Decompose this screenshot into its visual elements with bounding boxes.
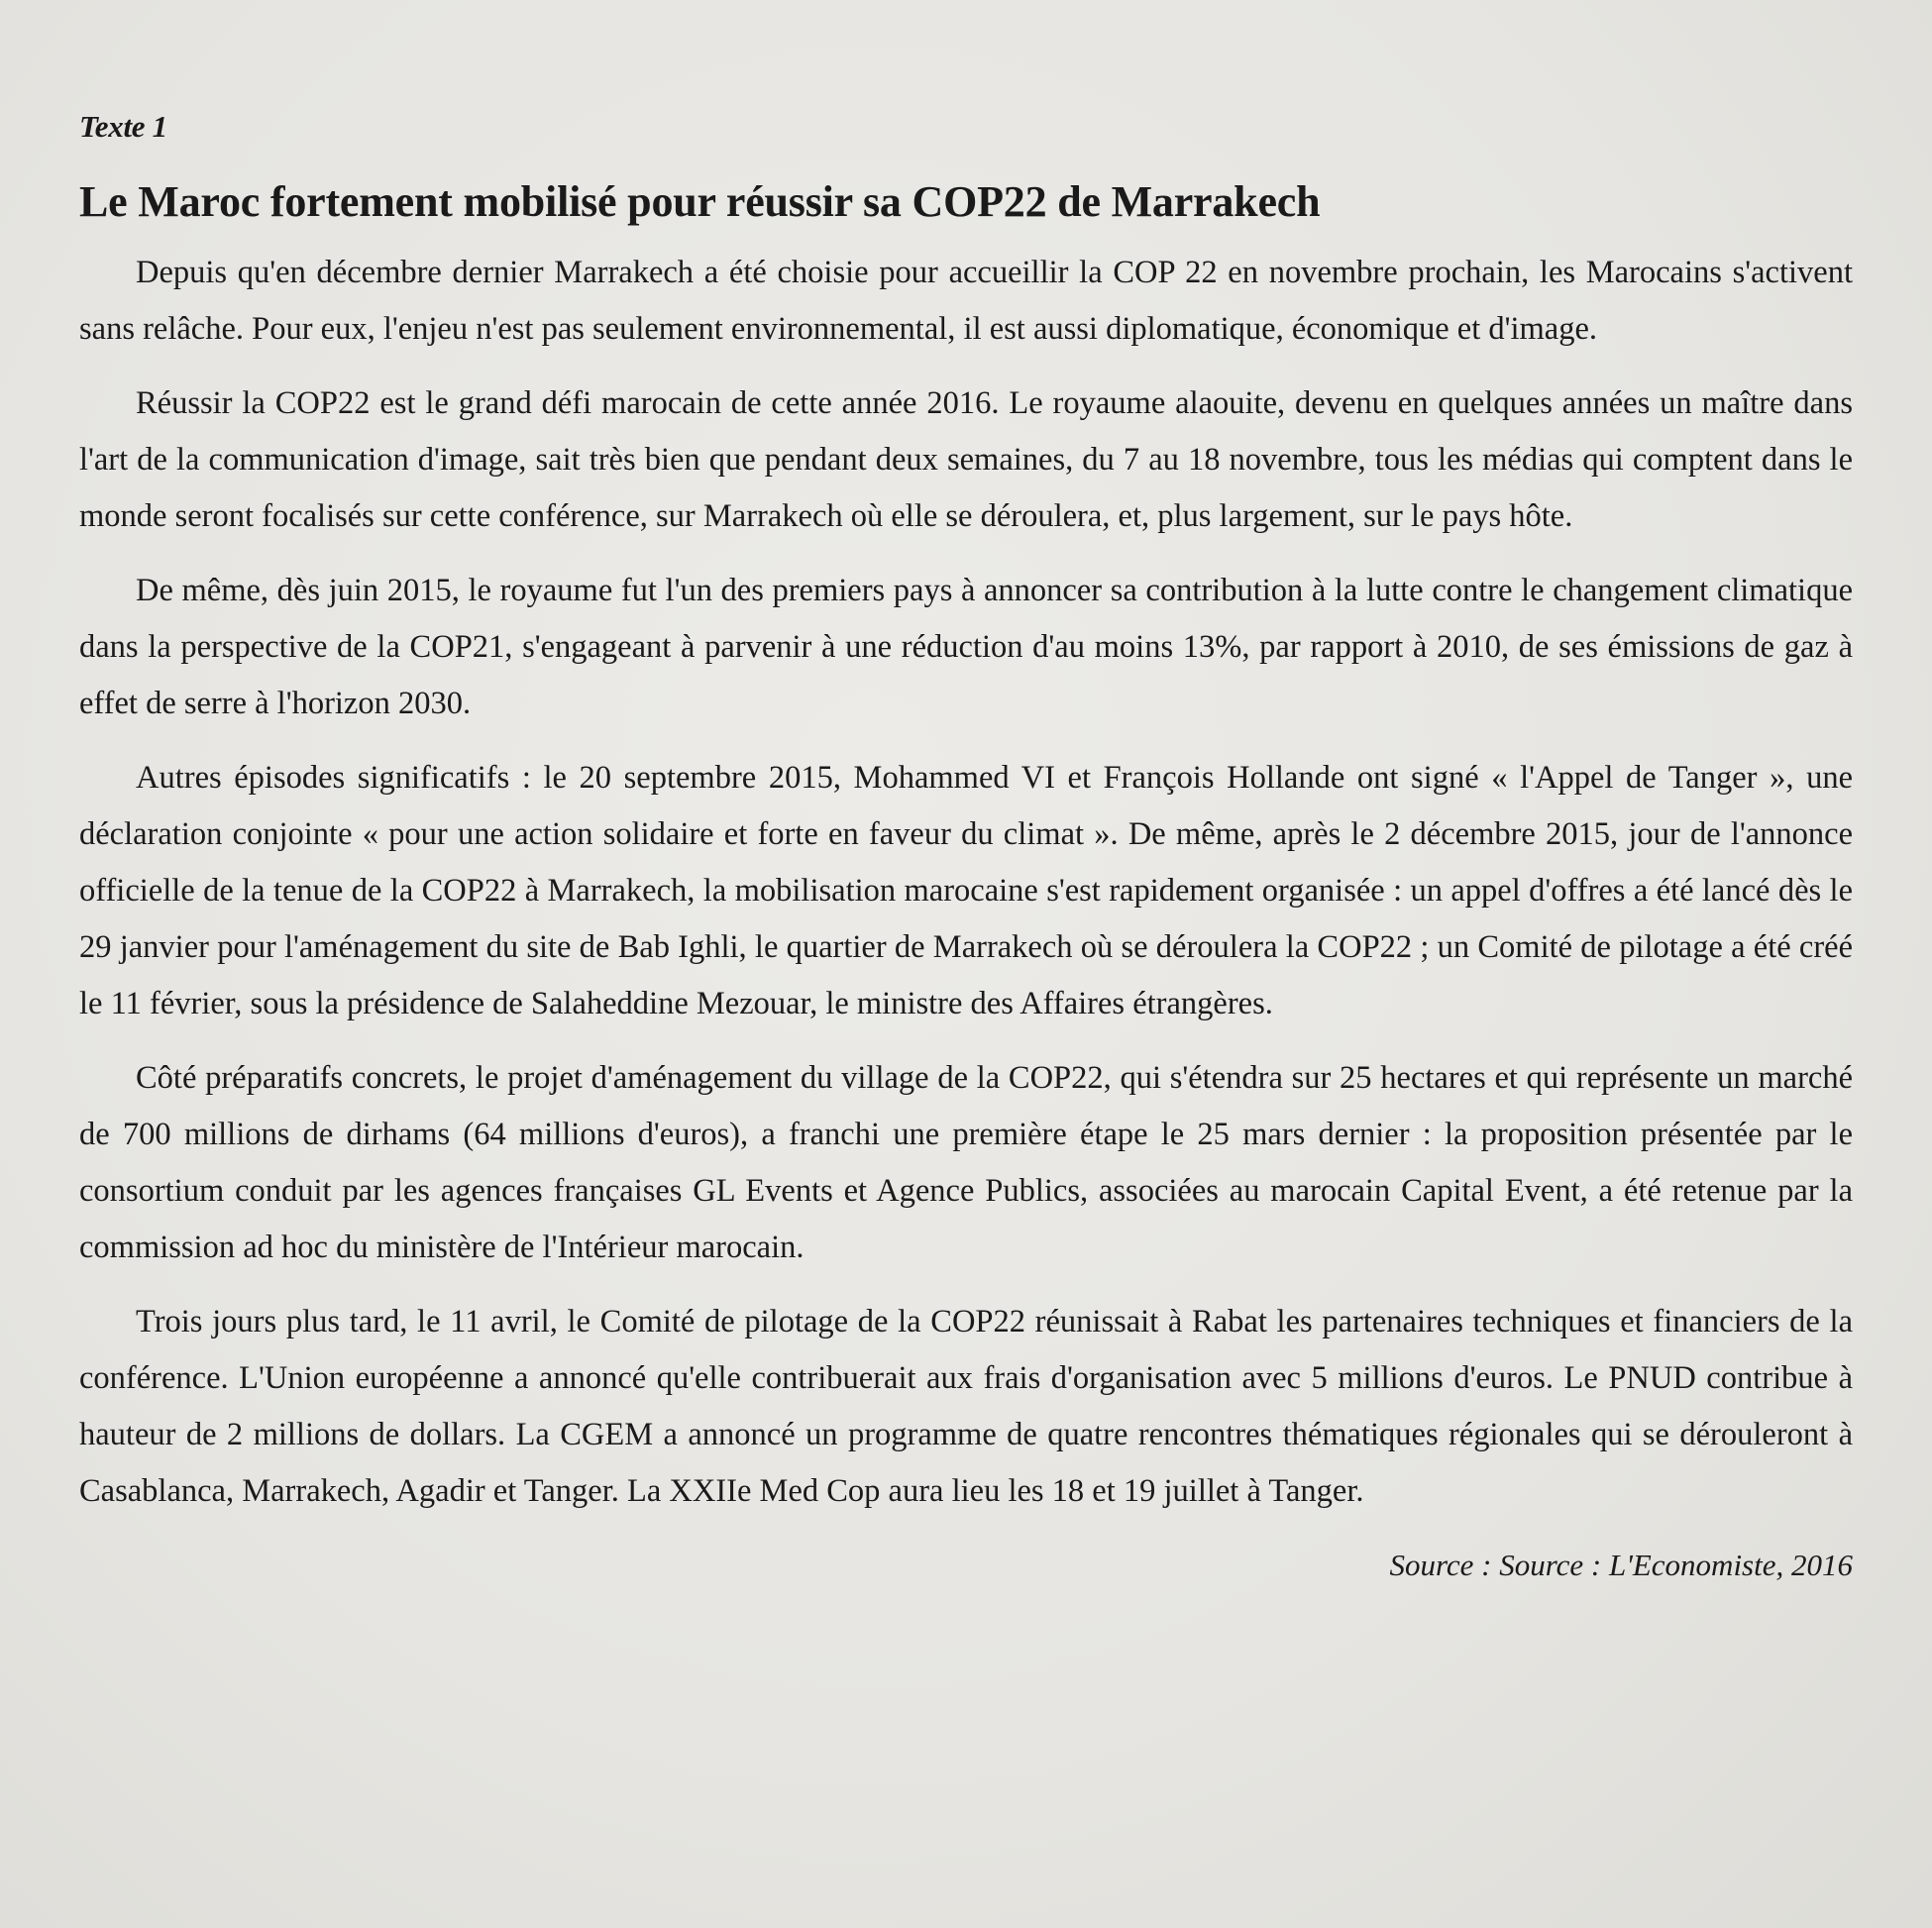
paragraph-1: Depuis qu'en décembre dernier Marrakech a été choisie pour accueillir la COP 22 en novembre prochain, les Marocains s'activent sans relâche. Pour eux, l'enjeu n'est pas seulement environnemental, il est aussi diplomatique, économique et d'image. (79, 255, 1853, 347)
paragraph-6: Trois jours plus tard, le 11 avril, le Comité de pilotage de la COP22 réunissait à Rabat les partenaires techniques et financiers de la conférence. L'Union européenne a annoncé qu'elle contribuerait aux frais d'organisation avec 5 millions d'euros. Le PNUD contribue à hauteur de 2 millions de dollars. La CGEM a annoncé un programme de quatre rencontres thématiques régionales qui se dérouleront à Casablanca, Marrakech, Agadir et Tanger. La XXIIe Med Cop aura lieu les 18 et 19 juillet à Tanger. (79, 1304, 1853, 1509)
paragraph-4: Autres épisodes significatifs : le 20 septembre 2015, Mohammed VI et François Hollande ont signé « l'Appel de Tanger », une déclaration conjointe « pour une action solidaire et forte en faveur du climat ». De même, après le 2 décembre 2015, jour de l'annonce officielle de la tenue de la COP22 à Marrakech, la mobilisation marocaine s'est rapidement organisée : un appel d'offres a été lancé dès le 29 janvier pour l'aménagement du site de Bab Ighli, le quartier de Marrakech où se déroulera la COP22 ; un Comité de pilotage a été créé le 11 février, sous la présidence de Salaheddine Mezouar, le ministre des Affaires étrangères. (79, 760, 1853, 1021)
paragraph-2: Réussir la COP22 est le grand défi marocain de cette année 2016. Le royaume alaouite, devenu en quelques années un maître dans l'art de la communication d'image, sait très bien que pendant deux semaines, du 7 au 18 novembre, tous les médias qui comptent dans le monde seront focalisés sur cette conférence, sur Marrakech où elle se déroulera, et, plus largement, sur le pays hôte. (79, 385, 1853, 534)
article-title: Le Maroc fortement mobilisé pour réussir sa COP22 de Marrakech (79, 177, 1321, 226)
text-label: Texte 1 (79, 109, 167, 144)
paragraph-5: Côté préparatifs concrets, le projet d'aménagement du village de la COP22, qui s'étendra sur 25 hectares et qui représente un marché de 700 millions de dirhams (64 millions d'euros), a franchi une première étape le 25 mars dernier : la proposition présentée par le consortium conduit par les agences françaises GL Events et Agence Publics, associées au marocain Capital Event, a été retenue par la commission ad hoc du ministère de l'Intérieur marocain. (79, 1060, 1853, 1265)
text-sheet (79, 109, 1853, 1614)
paragraph-3: De même, dès juin 2015, le royaume fut l'un des premiers pays à annoncer sa contribution à la lutte contre le changement climatique dans la perspective de la COP21, s'engageant à parvenir à une réduction d'au moins 13%, par rapport à 2010, de ses émissions de gaz à effet de serre à l'horizon 2030. (79, 573, 1853, 721)
source-citation: Source : Source : L'Economiste, 2016 (1389, 1548, 1853, 1582)
